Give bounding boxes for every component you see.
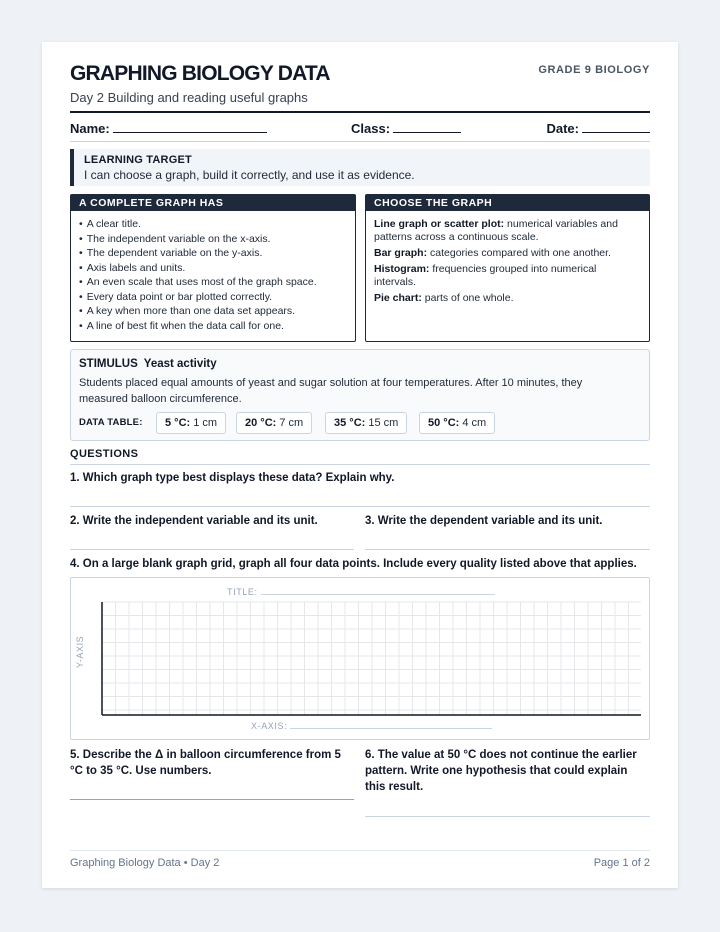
data-cell bbox=[419, 412, 495, 434]
footer-divider bbox=[70, 850, 650, 851]
stimulus-label: STIMULUS bbox=[79, 358, 138, 370]
graph-type-term: Bar graph: bbox=[374, 247, 428, 259]
answer-line-3[interactable] bbox=[365, 549, 650, 550]
list-item: • Axis labels and units. bbox=[79, 261, 347, 276]
class-field[interactable] bbox=[351, 120, 461, 136]
graph-title-label[interactable]: TITLE: bbox=[227, 586, 495, 597]
data-value: 1 cm bbox=[193, 417, 218, 429]
worksheet-page bbox=[42, 42, 678, 888]
data-value: 4 cm bbox=[462, 417, 487, 429]
name-label: Name: bbox=[70, 121, 110, 136]
graph-type-term: Histogram: bbox=[374, 263, 430, 275]
data-temp: 35 °C: bbox=[334, 417, 366, 429]
list-item: • A line of best fit when the data call for one. bbox=[79, 319, 347, 334]
questions-divider bbox=[70, 464, 650, 465]
date-field[interactable] bbox=[546, 120, 650, 136]
question-3: 3. Write the dependent variable and its unit. bbox=[365, 515, 603, 527]
choose-graph-heading: CHOOSE THE GRAPH bbox=[366, 195, 649, 211]
data-value: 15 cm bbox=[368, 417, 399, 429]
graph-type-desc: frequencies grouped into numerical intervals. bbox=[374, 263, 597, 288]
grade-label: GRADE 9 BIOLOGY bbox=[538, 64, 650, 76]
name-blank[interactable] bbox=[113, 120, 267, 133]
list-item: • Every data point or bar plotted correctly. bbox=[79, 290, 347, 305]
stimulus-description: Students placed equal amounts of yeast and sugar solution at four temperatures. After 10 minutes, they measured balloon circumference. bbox=[79, 377, 583, 405]
answer-line-5[interactable] bbox=[70, 799, 354, 800]
graph-grid-box[interactable] bbox=[70, 577, 650, 740]
graph-grid-svg bbox=[71, 578, 649, 739]
date-blank[interactable] bbox=[582, 120, 650, 133]
question-5: 5. Describe the Δ in balloon circumference from 5 °C to 35 °C. Use numbers. bbox=[70, 749, 341, 777]
fields-divider bbox=[70, 141, 650, 142]
list-item: • An even scale that uses most of the graph space. bbox=[79, 275, 347, 290]
footer-page-number: Page 1 of 2 bbox=[593, 857, 650, 869]
learning-target-text: I can choose a graph, build it correctly, and use it as evidence. bbox=[84, 168, 415, 182]
answer-line-6[interactable] bbox=[365, 816, 650, 817]
class-label: Class: bbox=[351, 121, 391, 136]
graph-type-term: Line graph or scatter plot: bbox=[374, 218, 505, 230]
answer-line-2[interactable] bbox=[70, 549, 354, 550]
data-temp: 5 °C: bbox=[165, 417, 191, 429]
graph-y-label: Y-AXIS bbox=[75, 635, 85, 668]
worksheet-title: GRAPHING BIOLOGY DATA bbox=[70, 62, 330, 85]
list-item: • A key when more than one data set appears. bbox=[79, 304, 347, 319]
learning-target-label: LEARNING TARGET bbox=[84, 154, 192, 166]
graph-type-entry bbox=[374, 263, 641, 289]
graph-type-entry bbox=[374, 247, 641, 260]
complete-graph-box bbox=[70, 194, 356, 342]
data-cell bbox=[156, 412, 226, 434]
answer-line-1[interactable] bbox=[70, 506, 650, 507]
data-cell bbox=[236, 412, 312, 434]
data-cell bbox=[325, 412, 407, 434]
graph-type-desc: numerical variables and patterns across a continuous scale. bbox=[374, 218, 618, 243]
questions-heading: QUESTIONS bbox=[70, 448, 139, 460]
data-temp: 50 °C: bbox=[428, 417, 460, 429]
stimulus-box bbox=[70, 349, 650, 441]
complete-graph-list bbox=[71, 211, 355, 333]
data-value: 7 cm bbox=[279, 417, 304, 429]
graph-type-desc: categories compared with one another. bbox=[430, 247, 611, 259]
question-6: 6. The value at 50 °C does not continue the earlier pattern. Write one hypothesis that could explain this result. bbox=[365, 749, 637, 793]
date-label: Date: bbox=[546, 121, 579, 136]
choose-graph-box bbox=[365, 194, 650, 342]
graph-type-entry bbox=[374, 218, 641, 244]
learning-target-box bbox=[70, 149, 650, 186]
class-blank[interactable] bbox=[393, 120, 461, 133]
graph-type-entry bbox=[374, 292, 641, 305]
list-item: • A clear title. bbox=[79, 217, 347, 232]
question-1: 1. Which graph type best displays these data? Explain why. bbox=[70, 472, 395, 484]
question-4: 4. On a large blank graph grid, graph all four data points. Include every quality listed above that applies. bbox=[70, 558, 637, 570]
worksheet-subtitle: Day 2 Building and reading useful graphs bbox=[70, 90, 308, 105]
graph-type-desc: parts of one whole. bbox=[424, 292, 514, 304]
stimulus-heading bbox=[79, 358, 217, 370]
footer-left: Graphing Biology Data • Day 2 bbox=[70, 857, 220, 869]
data-temp: 20 °C: bbox=[245, 417, 277, 429]
data-table-label: DATA TABLE: bbox=[79, 417, 143, 428]
stimulus-title: Yeast activity bbox=[143, 358, 217, 370]
graph-x-label[interactable]: X-AXIS: bbox=[251, 720, 492, 731]
header-divider bbox=[70, 111, 650, 113]
list-item: • The independent variable on the x-axis. bbox=[79, 232, 347, 247]
question-2: 2. Write the independent variable and its unit. bbox=[70, 515, 318, 527]
graph-type-term: Pie chart: bbox=[374, 292, 422, 304]
complete-graph-heading: A COMPLETE GRAPH HAS bbox=[71, 195, 355, 211]
name-field[interactable] bbox=[70, 120, 267, 136]
list-item: • The dependent variable on the y-axis. bbox=[79, 246, 347, 261]
